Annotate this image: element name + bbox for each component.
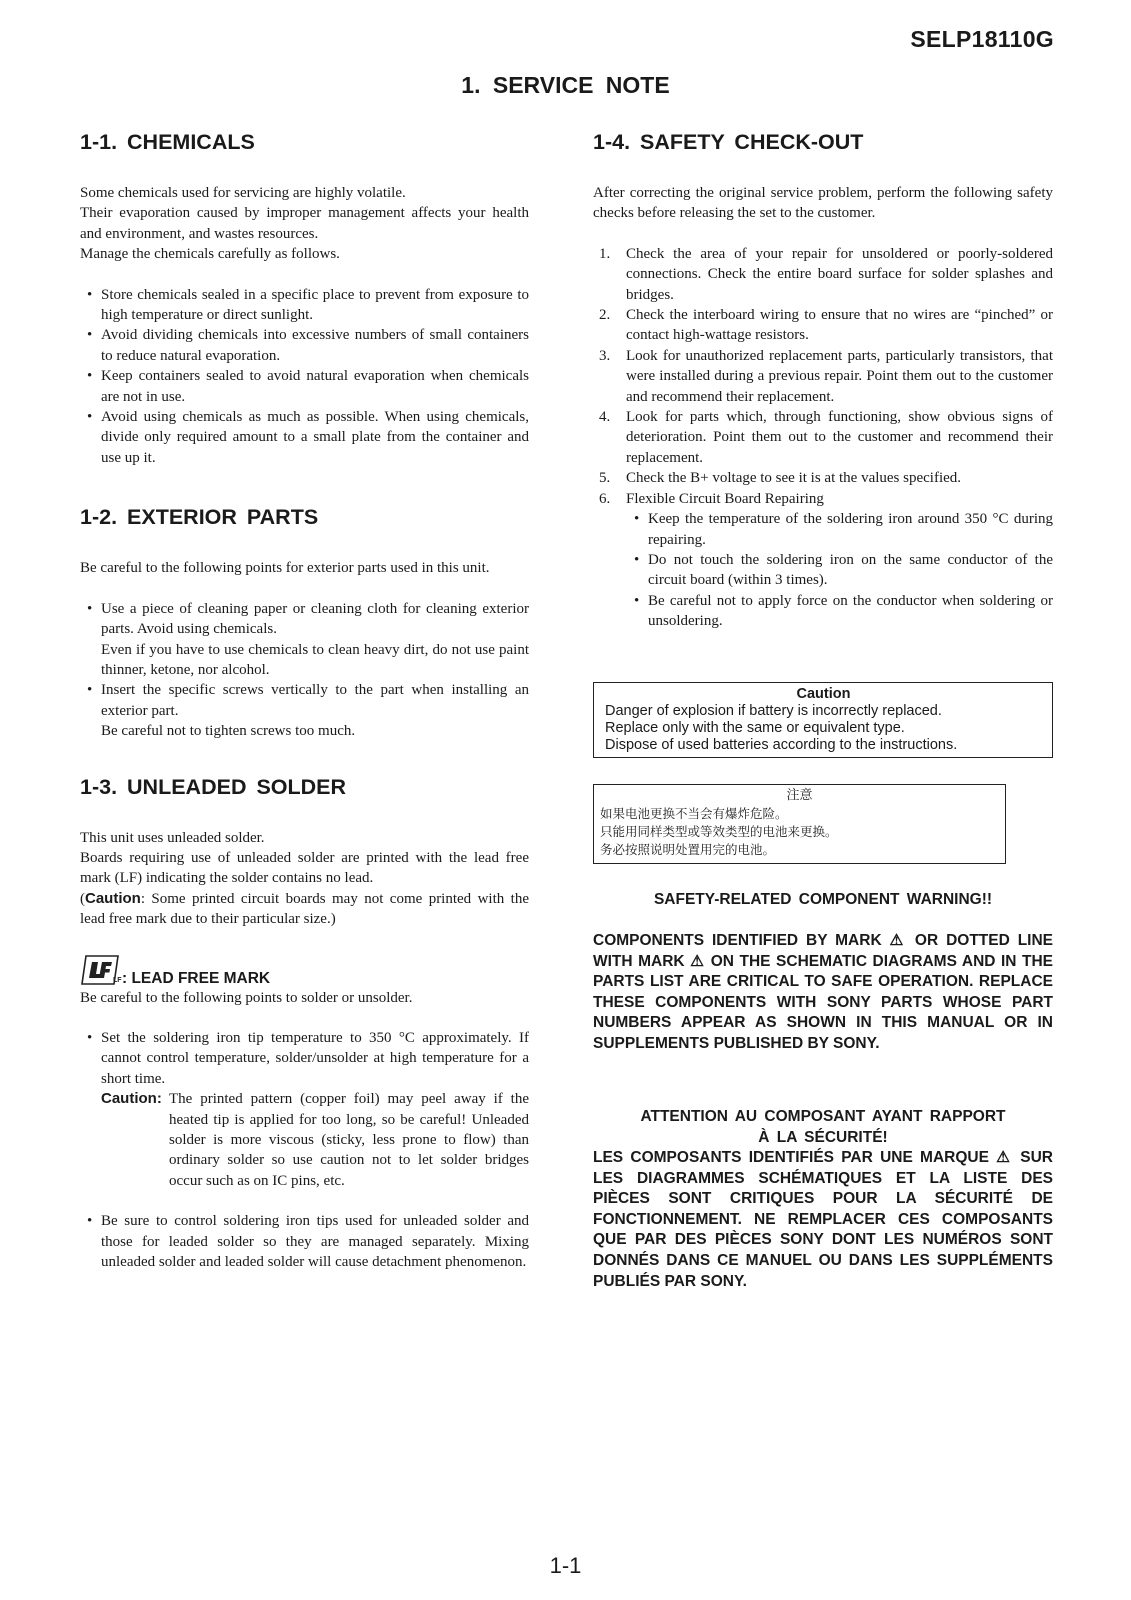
cn-caution-line: 只能用同样类型或等效类型的电池来更换。 [600, 824, 838, 839]
cn-caution-title: 注意 [786, 788, 813, 803]
list-item: 2. Check the interboard wiring to ensure that no wires are “pinched” or contact high-wattage resistors. [599, 307, 1053, 344]
section-title-unleaded-solder: 1-3. UNLEADED SOLDER [80, 774, 347, 799]
section-exterior-parts [80, 505, 529, 741]
caution-box-title: Caution [796, 686, 851, 702]
lead-free-mark-label: : LEAD FREE MARK [122, 969, 271, 987]
right-column [593, 130, 1053, 632]
paragraph: This unit uses unleaded solder. [80, 829, 265, 846]
solder-caution [80, 1089, 529, 1191]
chinese-caution-box [593, 784, 1006, 864]
list-item: • Be careful not to apply force on the conductor when soldering or unsoldering. [634, 592, 1053, 630]
list-item: • Keep the temperature of the soldering iron around 350 °C during repairing. [634, 511, 1053, 548]
section-unleaded-solder [80, 775, 529, 1273]
list-item: • Set the soldering iron tip temperature to 350 °C approximately. If cannot control temperature, solder/unsolder at high temperature for a short time. [87, 1029, 529, 1087]
list-item: 5. Check the B+ voltage to see it is at the values specified. [599, 470, 962, 487]
french-warning-title: ATTENTION AU COMPOSANT AYANT RAPPORT À LA SÉCURITÉ! [640, 1108, 1006, 1146]
caution-label: Caution: [101, 1090, 162, 1108]
solder-list-2 [80, 1211, 529, 1272]
solder-list [80, 1028, 529, 1089]
paragraph: Some chemicals used for servicing are highly volatile. [80, 185, 406, 201]
battery-caution-box [593, 682, 1053, 758]
list-item: • Use a piece of cleaning paper or cleaning cloth for cleaning exterior parts. Avoid using chemicals. Even if you have to use chemicals to clean heavy dirt, do not use paint thinner, ketone, nor alcohol. [87, 600, 529, 678]
paragraph: Manage the chemicals carefully as follows. [80, 246, 340, 263]
safety-warning-title: SAFETY-RELATED COMPONENT WARNING!! [653, 891, 993, 908]
caution-line: Replace only with the same or equivalent type. [605, 720, 905, 736]
section-safety-check-out [593, 130, 1053, 632]
page-number: 1-1 [549, 1553, 582, 1578]
lead-free-mark-row [80, 954, 529, 988]
section-title-chemicals: 1-1. CHEMICALS [80, 130, 255, 154]
list-item: • Store chemicals sealed in a specific place to prevent from exposure to high temperature or direct sunlight. [87, 286, 529, 324]
caution-text: The printed pattern (copper foil) may peel away if the heated tip is applied for too long, so be careful! Unleaded solder is more viscous (sticky, less prone to flow) than ordinary solder so use caution not to let solder bridges occur such as on IC pins, etc. [169, 1091, 529, 1189]
french-warning-text: LES COMPOSANTS IDENTIFIÉS PAR UNE MARQUE ⚠ SUR LES DIAGRAMMES SCHÉMATIQUES ET LA LISTE DES PIÈCES SONT CRITIQUES POUR LA SÉCURITÉ DE FONCTIONNEMENT. NE REMPLACER CES COMPOSANTS QUE PAR DES PIÈCES SONY DONT LES NUMÉROS SONT DONNÉS DANS CE MANUEL OU DANS LES SUPPLÉMENTS PUBLIÉS PAR SONY. [593, 1149, 1053, 1290]
safety-warning-text: COMPONENTS IDENTIFIED BY MARK ⚠ OR DOTTED LINE WITH MARK ⚠ ON THE SCHEMATIC DIAGRAMS AND IN THE PARTS LIST ARE CRITICAL TO SAFE OPERATION. REPLACE THESE COMPONENTS WITH SONY PARTS WHOSE PART NUMBERS APPEAR AS SHOWN IN THIS MANUAL OR IN SUPPLEMENTS PUBLISHED BY SONY. [593, 932, 1053, 1052]
section-title-safety-check-out: 1-4. SAFETY CHECK-OUT [593, 130, 864, 154]
lead-free-mark-icon [80, 954, 120, 986]
list-item: • Avoid dividing chemicals into excessive numbers of small containers to reduce natural evaporation. [87, 327, 529, 364]
paragraph: Be careful to the following points for exterior parts used in this unit. [80, 560, 490, 577]
list-item: • Do not touch the soldering iron on the same conductor of the circuit board (within 3 times). [634, 551, 1053, 589]
paragraph: Their evaporation caused by improper management affects your health and environment, and wastes resources. [80, 205, 529, 242]
section-chemicals [80, 130, 529, 468]
paragraph: (Caution: Some printed circuit boards may not come printed with the lead free mark due to their particular size.) [80, 889, 529, 928]
list-item: 3. Look for unauthorized replacement parts, particularly transistors, that were installed during a previous repair. Point them out to the customer and recommend their replacement. [599, 347, 1053, 405]
list-item: • Be sure to control soldering iron tips used for unleaded solder and those for leaded solder so they are managed separately. Mixing unleaded solder and leaded solder will cause detachment phenomenon. [87, 1213, 529, 1271]
paragraph: Boards requiring use of unleaded solder are printed with the lead free mark (LF) indicating the solder contains no lead. [80, 849, 529, 887]
cn-caution-line: 务必按照说明处置用完的电池。 [600, 842, 776, 857]
list-item: 4. Look for parts which, through functioning, show obvious signs of deterioration. Point them out to the customer and recommend their replacement. [599, 409, 1053, 466]
caution-line: Danger of explosion if battery is incorrectly replaced. [605, 703, 942, 719]
exterior-list [80, 599, 529, 742]
paragraph: Be careful to the following points to solder or unsolder. [80, 989, 413, 1006]
safety-check-list [593, 244, 1053, 632]
svg-text:LF: LF [113, 976, 122, 984]
list-item: • Keep containers sealed to avoid natural evaporation when chemicals are not in use. [87, 368, 529, 405]
list-item: 1. Check the area of your repair for unsoldered or poorly-soldered connections. Check the entire board surface for solder splashes and bridges. [599, 245, 1053, 303]
paragraph: After correcting the original service problem, perform the following safety checks before releasing the set to the customer. [593, 185, 1053, 222]
caution-line: Dispose of used batteries according to the instructions. [605, 737, 958, 753]
list-item: • Insert the specific screws vertically to the part when installing an exterior part. Be careful not to tighten screws too much. [87, 682, 529, 740]
left-column [80, 130, 529, 1272]
chemicals-list [80, 285, 529, 469]
page-title: 1. SERVICE NOTE [461, 72, 670, 98]
list-item: • Avoid using chemicals as much as possible. When using chemicals, divide only required amount to a small plate from the container and use up it. [87, 409, 529, 466]
section-title-exterior-parts: 1-2. EXTERIOR PARTS [80, 505, 319, 530]
document-code: SELP18110G [910, 26, 1054, 52]
cn-caution-line: 如果电池更换不当会有爆炸危险。 [600, 806, 788, 821]
flexible-board-sublist [626, 509, 1053, 631]
list-item: 6. Flexible Circuit Board Repairing • Keep the temperature of the soldering iron around 350 °C during repairing. • Do not touch the soldering iron on the same conductor of the circuit board (within 3 times). • Be careful not to apply force on the conductor when soldering or unsoldering. [593, 489, 1053, 632]
